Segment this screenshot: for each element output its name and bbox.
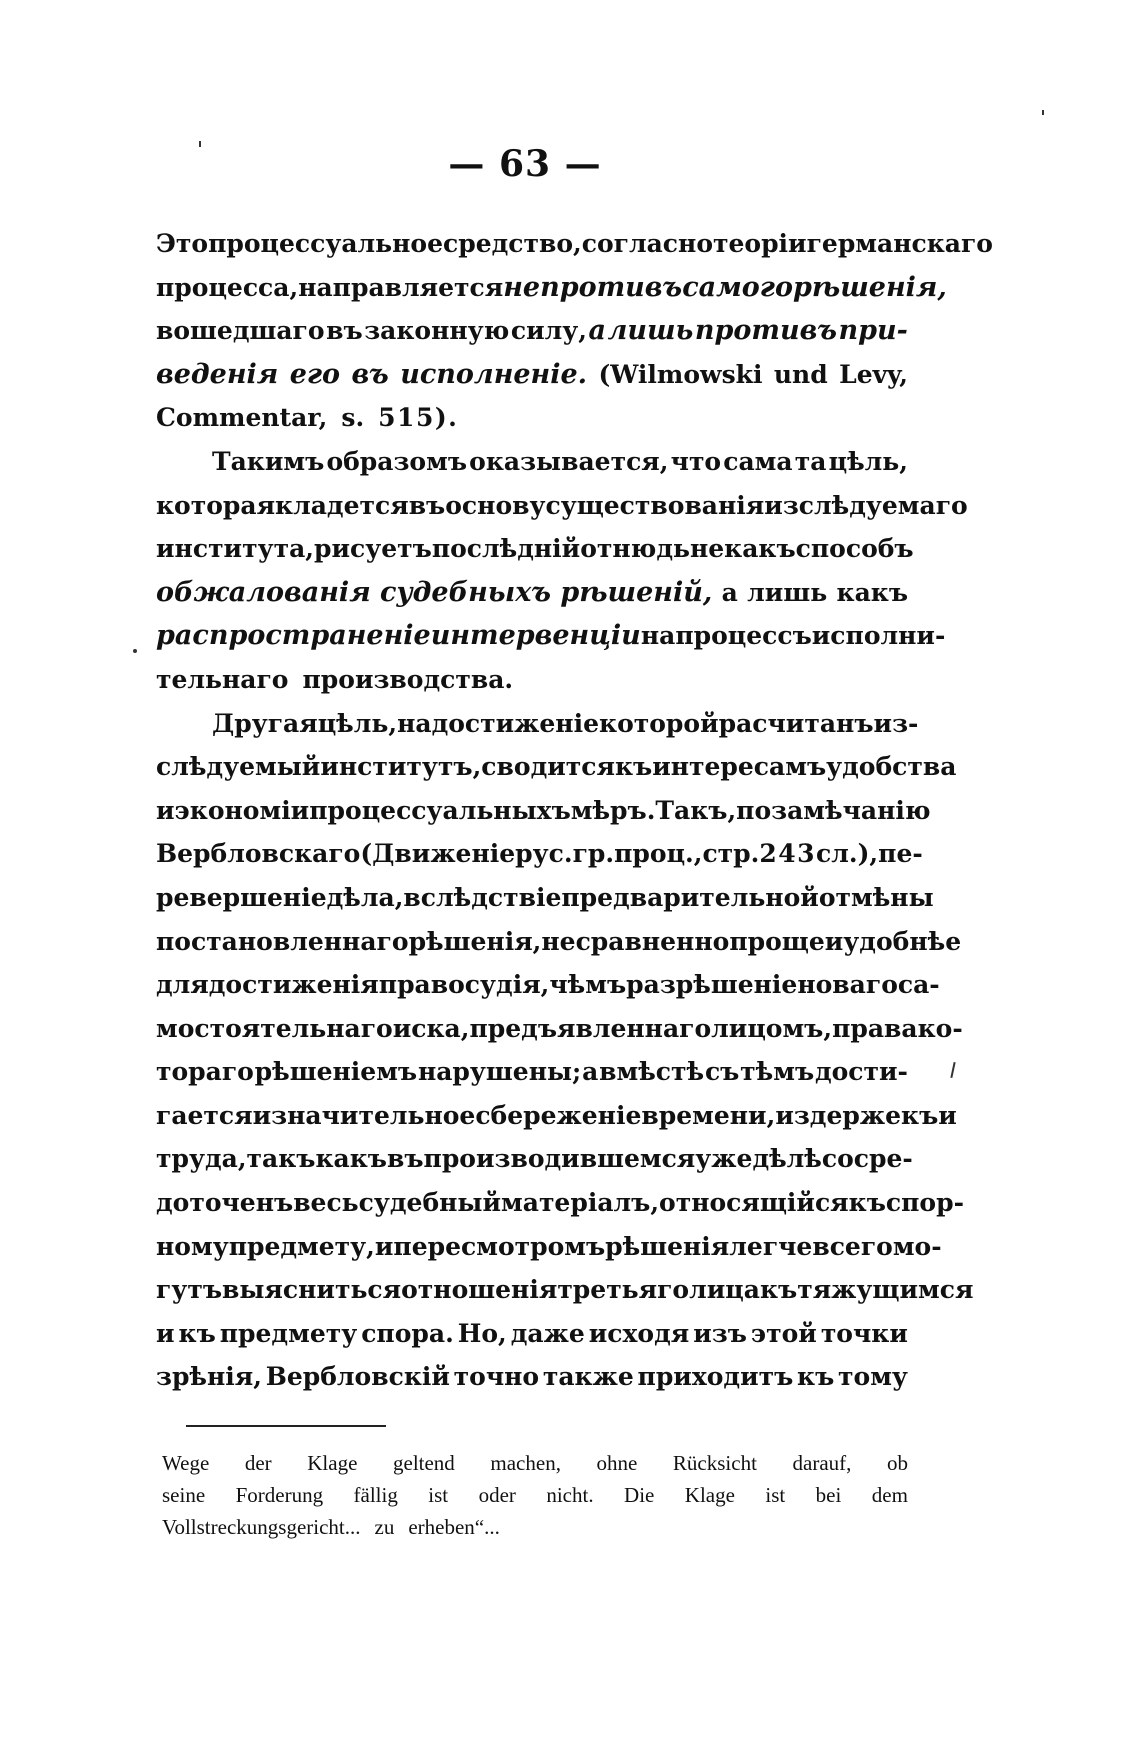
word: которая — [156, 490, 276, 520]
word: s. — [341, 403, 365, 433]
word: тораго — [156, 1057, 254, 1087]
word: стр. — [702, 839, 760, 869]
word: цѣль, — [828, 446, 908, 476]
italic-word: рѣшенiя, — [793, 271, 947, 303]
word: въ — [408, 490, 446, 520]
word: германскаго — [806, 229, 993, 258]
word: даже — [510, 1318, 585, 1348]
text-line — [156, 745, 957, 789]
word: процесса, — [156, 272, 299, 302]
text-line — [156, 1007, 963, 1051]
word: къ — [759, 1275, 798, 1305]
word: сбереженiе — [475, 1100, 642, 1130]
word: какъ — [836, 577, 908, 607]
word: исполни- — [811, 621, 946, 651]
word: процессъ — [675, 621, 812, 651]
word: мѣръ. — [570, 795, 656, 825]
word: (Wilmowski — [598, 359, 763, 389]
word: способъ — [795, 534, 914, 564]
text-line — [156, 832, 923, 876]
word: производившемся — [423, 1144, 696, 1174]
word: какъ — [315, 1144, 387, 1174]
word: труда, — [156, 1144, 247, 1174]
word: nicht. — [546, 1483, 594, 1507]
italic-word: лишь — [607, 315, 694, 347]
word: всего — [812, 1231, 893, 1261]
word: Levy, — [839, 359, 908, 389]
word: права — [832, 1013, 918, 1043]
italic-word: веденiя — [156, 358, 279, 390]
word: сл.), — [816, 839, 879, 869]
text-line — [156, 876, 934, 920]
italic-word: его — [289, 358, 341, 390]
word: судебный — [358, 1188, 502, 1218]
word: изъ — [693, 1318, 747, 1348]
word: расчитанъ — [718, 708, 874, 738]
word: экономiи — [174, 795, 310, 825]
word: dem — [871, 1483, 908, 1507]
word: проще — [729, 926, 825, 956]
word: а — [721, 577, 738, 607]
word: гр. — [572, 839, 615, 869]
word: und — [773, 359, 828, 389]
word: вошедшаго — [156, 316, 325, 346]
word: производства. — [302, 664, 514, 694]
word: института, — [156, 534, 314, 564]
word: тому — [838, 1362, 908, 1392]
text-line — [156, 1181, 964, 1225]
word: уже — [695, 1144, 753, 1174]
word: въ — [326, 316, 363, 346]
word: тяжущимся — [797, 1275, 974, 1305]
text-line — [156, 353, 908, 397]
word: новаго — [797, 970, 898, 1000]
word: къ — [178, 1318, 216, 1348]
word: дѣлѣ — [752, 1144, 822, 1174]
word: достиженiе — [431, 708, 600, 738]
word: какъ — [724, 534, 796, 564]
word: законную — [364, 316, 510, 346]
word: и — [156, 795, 175, 825]
word: приходитъ — [637, 1362, 794, 1392]
word: Такъ, — [655, 795, 737, 825]
italic-word: не — [503, 271, 541, 303]
italic-word: исполненiе. — [400, 358, 588, 390]
word: Klage — [684, 1483, 735, 1507]
word: Die — [624, 1483, 655, 1507]
word: правосудiя, — [378, 970, 550, 1000]
word: къ — [614, 752, 653, 782]
word: предмету — [219, 1318, 358, 1348]
italic-word: при- — [838, 315, 908, 347]
word: рисуетъ — [313, 534, 432, 564]
word: 515). — [378, 403, 459, 433]
word: нарушены; — [417, 1057, 582, 1087]
scan-speck — [199, 141, 201, 147]
word: geltend — [393, 1451, 455, 1475]
word: къ — [848, 1188, 886, 1218]
word: гается — [156, 1100, 253, 1130]
footnote — [162, 1447, 908, 1543]
word: рѣшенiя — [605, 1231, 730, 1261]
word: постановленнаго — [156, 926, 409, 956]
text-line — [156, 1225, 942, 1269]
word: seine — [162, 1483, 206, 1507]
word: zu — [374, 1515, 395, 1539]
word: процессуальныхъ — [309, 795, 571, 825]
word: и — [938, 1100, 957, 1130]
word: рус. — [515, 839, 573, 869]
word: выясниться — [222, 1275, 402, 1305]
word: тѣмъ — [740, 1057, 815, 1087]
word: иска, — [392, 1013, 470, 1043]
main-text — [156, 222, 993, 1399]
word: та — [794, 446, 827, 476]
word: и — [156, 1318, 175, 1348]
word: проц., — [614, 839, 703, 869]
word: точно — [453, 1362, 540, 1392]
word: несравненно — [541, 926, 730, 956]
word: существованiя — [545, 490, 765, 520]
word: доточенъ — [156, 1188, 294, 1218]
word: Wege — [162, 1451, 210, 1475]
text-line — [156, 266, 947, 310]
text-line — [156, 1094, 957, 1138]
word: теорiи — [713, 229, 807, 258]
word: ному — [156, 1231, 229, 1261]
word: Но, — [457, 1318, 507, 1348]
word: Klage — [307, 1451, 358, 1475]
word: на — [397, 708, 432, 738]
word: и — [252, 1100, 272, 1130]
word: лицомъ, — [711, 1013, 833, 1043]
word: дѣла, — [326, 882, 404, 912]
word: послѣднiй — [431, 534, 581, 564]
italic-word: судебныхъ — [380, 576, 551, 608]
word: Другая — [212, 708, 318, 738]
footnote-line — [162, 1447, 908, 1479]
text-line — [156, 527, 914, 571]
word: вслѣдствiе — [403, 882, 562, 912]
word: ist — [428, 1483, 449, 1507]
word: процессуальное — [208, 229, 444, 258]
word: Forderung — [235, 1483, 324, 1507]
word: гутъ — [156, 1275, 222, 1305]
word: предмету, — [228, 1231, 375, 1261]
word: вмѣстѣ — [599, 1057, 705, 1087]
word: интересамъ — [652, 752, 827, 782]
word: образомъ — [326, 446, 468, 476]
word: erheben“... — [408, 1515, 500, 1539]
word: для — [156, 970, 209, 1000]
word: спор- — [885, 1188, 964, 1218]
word: 243 — [759, 839, 817, 869]
word: ко- — [917, 1013, 963, 1043]
word: не — [689, 534, 725, 564]
word: лица — [689, 1275, 760, 1305]
word: (Движенiе — [360, 839, 516, 869]
text-line — [156, 396, 908, 440]
word: матерiалъ, — [501, 1188, 660, 1218]
footnote-rule — [186, 1425, 386, 1427]
italic-word: обжалованiя — [156, 576, 371, 608]
word: замѣчанiю — [771, 795, 931, 825]
footnote-line — [162, 1479, 908, 1511]
word: и — [374, 1231, 394, 1261]
word: рѣшенiемъ — [254, 1057, 418, 1087]
word: средство, — [443, 229, 582, 258]
word: Commentar, — [156, 403, 328, 433]
text-line — [156, 614, 946, 658]
word: разрѣшенiе — [626, 970, 798, 1000]
text-line — [156, 658, 908, 702]
word: весь — [293, 1188, 359, 1218]
text-line — [156, 702, 919, 746]
scan-speck — [950, 1062, 955, 1078]
word: въ — [386, 1144, 424, 1174]
word: чѣмъ — [549, 970, 627, 1000]
word: на — [640, 621, 676, 651]
italic-word: а — [588, 315, 607, 347]
text-line — [156, 1355, 908, 1399]
italic-word: интервенцiи — [430, 620, 641, 652]
text-line — [156, 1050, 908, 1094]
word: из- — [873, 708, 919, 738]
word: по — [736, 795, 772, 825]
word: Rücksicht — [672, 1451, 757, 1475]
word: исходя — [588, 1318, 690, 1348]
word: рѣшенiя, — [408, 926, 542, 956]
word: значительное — [271, 1100, 476, 1130]
word: къ — [797, 1362, 835, 1392]
word: оказывается, — [469, 446, 669, 476]
text-line — [156, 1312, 908, 1356]
word: изслѣдуемаго — [764, 490, 968, 520]
text-line — [156, 222, 993, 266]
word: мостоятельнаго — [156, 1013, 393, 1043]
text-line — [156, 571, 908, 615]
word: зрѣнiя, — [156, 1362, 262, 1392]
word: спора. — [361, 1318, 454, 1348]
word: Такимъ — [212, 446, 325, 476]
word: bei — [815, 1483, 842, 1507]
word: слѣдуемый — [156, 752, 321, 782]
word: дости- — [814, 1057, 908, 1087]
word: цѣль, — [317, 708, 398, 738]
text-line — [156, 920, 962, 964]
word: fällig — [353, 1483, 398, 1507]
scan-speck — [133, 649, 137, 653]
word: что — [670, 446, 722, 476]
word: предъявленнаго — [469, 1013, 712, 1043]
italic-word: противъ — [694, 315, 837, 347]
word: Vollstreckungsgericht... — [162, 1515, 361, 1539]
text-line — [156, 963, 940, 1007]
text-line — [156, 789, 931, 833]
word: отмѣны — [818, 882, 934, 912]
italic-word: рѣшенiй, — [560, 576, 713, 608]
word: der — [244, 1451, 272, 1475]
word: ob — [886, 1451, 908, 1475]
italic-word: самого — [682, 271, 793, 303]
italic-word: въ — [351, 358, 389, 390]
word: а — [582, 1057, 599, 1087]
word: достиженiя — [208, 970, 379, 1000]
word: удобнѣе — [843, 926, 962, 956]
word: времени, — [641, 1100, 776, 1130]
word: кладется — [275, 490, 409, 520]
word: Вербловскiй — [265, 1362, 450, 1392]
word: darauf, — [792, 1451, 852, 1475]
word: пересмотромъ — [393, 1231, 606, 1261]
word: machen, — [490, 1451, 561, 1475]
word: ohne — [596, 1451, 638, 1475]
word: са- — [897, 970, 940, 1000]
footnote-line — [162, 1511, 908, 1543]
word: точки — [820, 1318, 908, 1348]
word: легче — [729, 1231, 813, 1261]
word: отнюдь — [580, 534, 690, 564]
word: пе- — [878, 839, 923, 869]
word: и — [824, 926, 844, 956]
italic-word: распространенiе — [156, 620, 431, 652]
word: согласно — [581, 229, 713, 258]
word: также — [542, 1362, 634, 1392]
word: издержекъ — [775, 1100, 939, 1130]
word: сосре- — [821, 1144, 913, 1174]
word: ревершенiе — [156, 882, 327, 912]
text-line — [156, 484, 968, 528]
word: Это — [156, 229, 209, 258]
word: сводится — [481, 752, 615, 782]
word: ist — [765, 1483, 786, 1507]
word: Вербловскаго — [156, 839, 361, 869]
text-line — [156, 1268, 974, 1312]
word: съ — [704, 1057, 740, 1087]
word: предварительной — [561, 882, 819, 912]
word: отношенiя — [401, 1275, 558, 1305]
word: тельнаго — [156, 664, 289, 694]
word: направляется — [298, 272, 504, 302]
word: мо- — [892, 1231, 942, 1261]
text-line — [156, 309, 908, 353]
word: третьяго — [557, 1275, 690, 1305]
page-number: — 63 — — [448, 143, 602, 185]
word: сама — [723, 446, 793, 476]
word: силу, — [510, 316, 587, 346]
word: основу — [445, 490, 546, 520]
word: этой — [750, 1318, 817, 1348]
italic-word: противъ — [540, 271, 683, 303]
scan-speck — [1042, 110, 1044, 115]
word: институтъ, — [320, 752, 482, 782]
text-line — [156, 440, 908, 484]
text-line — [156, 1137, 913, 1181]
word: лишь — [747, 577, 828, 607]
word: удобства — [826, 752, 957, 782]
word: oder — [478, 1483, 516, 1507]
word: относящiйся — [659, 1188, 849, 1218]
word: которой — [599, 708, 719, 738]
word: такъ — [246, 1144, 316, 1174]
